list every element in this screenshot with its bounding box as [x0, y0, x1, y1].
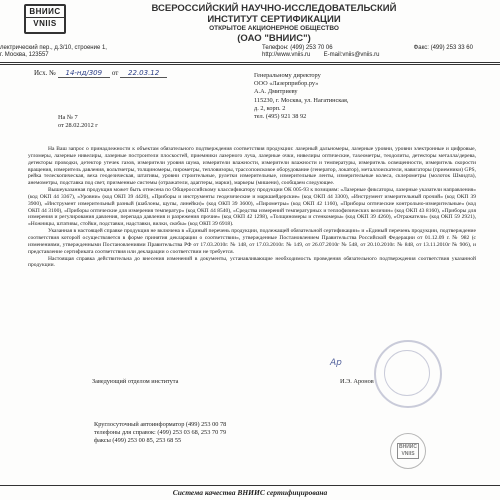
header-divider-2 [0, 64, 500, 65]
address-line1: лектрический пер., д.3/10, строение 1, [0, 45, 107, 51]
email-link[interactable]: E-mail:vniis@vniis.ru [323, 52, 380, 58]
body-paragraph: Указанная в настоящей справке продукция не включена в «Единый перечень продукции, подлежащей обязательной сертификации» и «Единый перечень продукции, подтверждение соответствия которой осуществляется в форме принятия декларации о соответствии», утвержденные Постановлением Правительства Российской Федерации от 01.12.09 г. № 982 (с изменениями, утвержденными Постановлениями Правительства РФ от 17.03.2010г. № 148, от 17.03.2010г. № 149, от 26.07.2010г № 548, от 20.10.2010г. № 848, от 13.11.2010г № 906), и представление сертификата соответствия или декларации о соответствии не требуется. [28, 228, 476, 255]
body-paragraph: На Ваш запрос о принадлежности к объектам обязательного подтверждения соответствия продукции: лазерный дальномеры, лазерные уровни, уровни электронные и цифровые, угломеры, лазерные нивелиры, лазерные построители плоскостей, приемники лазерного луча, лазерные очки, нивелиры оптические, тахеометры, теодолиты, детекторы металла/дерева, детекторы проводки, детектор утечек газов, измерители уровня шума, измерители влажности, измерители влажности и температуры, измеритель освещенности, измеритель скорости вращения, измеритель давления, вольтметры, толщиномеры, пирометры, тепловизоры, трассопоисковое оборудование (генератор, локатор), металлоискатели, навигаторы (приемники) GPS, рейка телескопическая, веха геодезическая, штативы, уровни строительные, рулетки измерительные, измерительные ленты, измерительные колеса, склерометры (молоток Шмидта), анемометры, подставка под свет, призменные системы (отражатели, адаптеры, марки), маркеры (мишени), сообщаем следующее. [28, 146, 476, 187]
recipient-line1: Генеральному директору [254, 72, 321, 79]
logo-bottom-text: VNIIS [33, 19, 57, 28]
footer-divider [0, 485, 500, 486]
recipient-line6: тел. (495) 921 38 92 [254, 113, 307, 121]
quality-slogan: Система качества ВНИИС сертифицирована [172, 488, 328, 497]
institute-line1: ВСЕРОССИЙСКИЙ НАУЧНО-ИССЛЕДОВАТЕЛЬСКИЙ [151, 3, 397, 14]
vniis-logo [24, 4, 66, 34]
institute-line2: ИНСТИТУТ СЕРТИФИКАЦИИ [207, 14, 341, 25]
footer-contacts [94, 421, 226, 445]
institute-line4: (ОАО "ВНИИС") [237, 33, 311, 44]
recipient-line2: ООО «Лазерприбор.ру» [254, 80, 319, 88]
round-stamp [374, 340, 442, 408]
signature-position: Заведующий отделом института [92, 378, 179, 385]
reference-line2: от 28.02.2012 г [58, 122, 98, 129]
outgoing-number-value: 14-нд/309 [58, 69, 111, 78]
institute-name [74, 3, 474, 44]
recipient-line3: А.А. Дмитриеву [254, 88, 298, 96]
footer-logo [390, 433, 426, 469]
outgoing-number [34, 69, 167, 77]
footer-line3: факсы (499) 253 00 85, 253 68 55 [94, 437, 182, 444]
recipient-block [254, 72, 349, 121]
letter-body [28, 146, 476, 269]
outgoing-date-value: 22.03.12 [120, 69, 167, 78]
logo-top-text: ВНИИС [26, 6, 64, 18]
body-paragraph: Вышеуказанная продукция может быть отнесена по Общероссийскому классификатору продукции ОК 005-93 к позициям: «Лазерные фиксаторы, лазерные указатели направления» (код ОКП 44 3367), «Уровни» (код ОКП 39 4420), «Приборы и инструменты геодезические и маркшейдерские» (код ОКП 44 3300), «Инструмент измерительный прочий» (код ОКП 39 3900), «Инструмент измерительный разный (шаблоны, щупы, линейки)» (код ОКП 39 3600), «Пирометры» (код ОКП 42 1160), «Приборы оптические контрольно-измерительные» (код ОКП 44 3100), «Приборы оптические для измерения температур» (код ОКП 44 8540), «Средства измерений температурных и теплофизических величин» (код ОКП 43 8160), «Приборы для измерения и регулирования давления, перепада давления и разрежения прочие» (код ОКП 42 1298), «Толщиномеры и стенкомеры» (код ОКП 39 4260), «Отражатели» (код ОКП 59 2921), «Ножницы, штативы, стойки, подставки, надставки, вилки, скобы» (код ОКП 39 6918). [28, 187, 476, 228]
outgoing-label-from: от [111, 69, 119, 77]
outgoing-label-no: Исх. № [34, 69, 56, 77]
fax-text: Факс: (499) 253 33 60 [413, 45, 473, 51]
footer-line1: Круглосуточный автоинформатор (499) 253 00 78 [94, 421, 227, 428]
footer-logo-bottom: VNIIS [401, 451, 415, 457]
handwritten-signature: Ар [330, 358, 342, 368]
institute-line3: ОТКРЫТОЕ АКЦИОНЕРНОЕ ОБЩЕСТВО [209, 25, 339, 32]
institute-address [0, 45, 107, 59]
address-line2: г. Москва, 123557 [0, 52, 49, 58]
signature-name: И.Э. Аронов [340, 378, 374, 385]
recipient-line5: д. 2, корп. 2 [254, 104, 286, 112]
phone-text: Телефон: (499) 253 70 06 [262, 45, 333, 51]
footer-logo-top: ВНИИС [398, 444, 418, 450]
reference-line1: На № 7 [58, 114, 78, 121]
body-paragraph: Настоящая справка действительна до внесения изменений в документы, устанавливающие необходимость проведения обязательного подтверждения соответствия указанной продукции. [28, 255, 476, 269]
reference-number [58, 114, 98, 130]
institute-contacts [262, 45, 473, 59]
site-link[interactable]: http://www.vniis.ru [262, 52, 311, 58]
footer-line2: телефоны для справок: (499) 253 03 68, 253 70 79 [94, 429, 227, 436]
header-divider [0, 62, 500, 63]
recipient-line4: 115230, г. Москва, ул. Нагатинская, [254, 96, 349, 104]
